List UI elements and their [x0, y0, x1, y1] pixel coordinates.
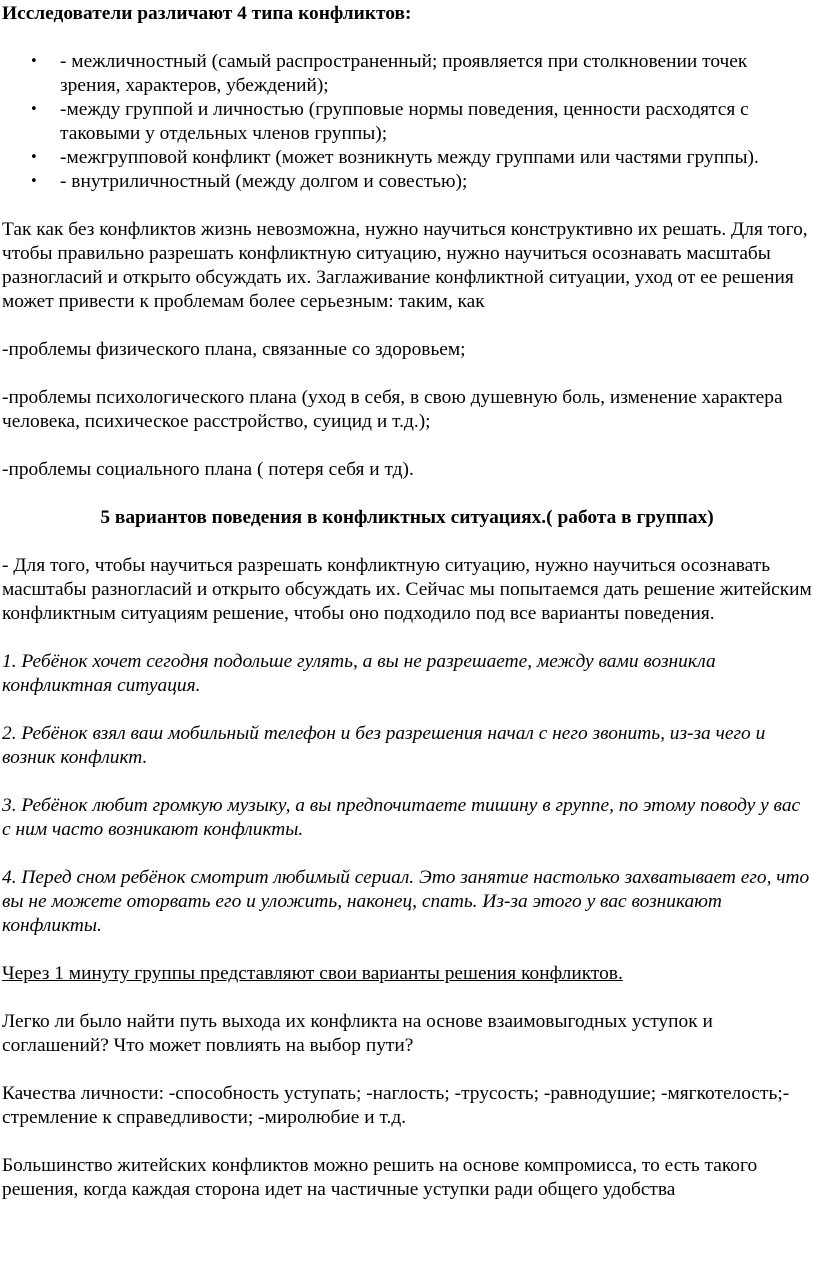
section-intro: - Для того, чтобы научиться разрешать конфликтную ситуацию, нужно научиться осознавать масштабы разногласий и открыто обсуждать их. Сейчас мы попытаемся дать решение житейским конфликтным ситуациям решение, чтобы оно подходило под все варианты поведения. [2, 555, 812, 624]
situation-3: 3. Ребёнок любит громкую музыку, а вы предпочитаете тишину в группе, по этому поводу у вас с ним часто возникают конфликты. [2, 795, 801, 840]
problem-psychological: -проблемы психологического плана (уход в себя, в свою душевную боль, изменение характера человека, психическое расстройство, суицид и т.д.); [2, 387, 783, 432]
bullet-icon: • [30, 150, 38, 165]
one-minute-note: Через 1 минуту группы представляют свои варианты решения конфликтов. [2, 963, 623, 984]
closing-paragraph: Большинство житейских конфликтов можно решить на основе компромисса, то есть такого решения, когда каждая сторона идет на частичные уступки ради общего удобства [2, 1155, 758, 1200]
conflict-types-list [2, 50, 812, 194]
personality-qualities: Качества личности: -способность уступать; -наглость; -трусость; -равнодушие; -мягкотелость;-стремление к справедливости; -миролюбие и т.д. [2, 1083, 790, 1128]
bullet-icon: • [30, 54, 38, 69]
discussion-question: Легко ли было найти путь выхода их конфликта на основе взаимовыгодных уступок и соглашений? Что может повлиять на выбор пути? [2, 1011, 713, 1056]
problem-physical: -проблемы физического плана, связанные со здоровьем; [2, 339, 466, 360]
list-item-text: - межличностный (самый распространенный; проявляется при столкновении точек зрения, характеров, убеждений); [60, 51, 748, 96]
list-item [2, 170, 812, 194]
problem-social: -проблемы социального плана ( потеря себя и тд). [2, 459, 414, 480]
section-title: 5 вариантов поведения в конфликтных ситуациях.( работа в группах) [100, 507, 714, 528]
conflict-types-heading: Исследователи различают 4 типа конфликтов: [2, 3, 412, 24]
list-item [2, 146, 812, 170]
list-item [2, 50, 812, 98]
list-item [2, 98, 812, 146]
list-item-text: -между группой и личностью (групповые нормы поведения, ценности расходятся с таковыми у отдельных членов группы); [60, 99, 749, 144]
situation-4: 4. Перед сном ребёнок смотрит любимый сериал. Это занятие настолько захватывает его, что вы не можете оторвать его и уложить, наконец, спать. Из-за этого у вас возникают конфликты. [2, 867, 810, 936]
bullet-icon: • [30, 174, 38, 189]
situation-1: 1. Ребёнок хочет сегодня подольше гулять, а вы не разрешаете, между вами возникла конфликтная ситуация. [2, 651, 716, 696]
situation-2: 2. Ребёнок взял ваш мобильный телефон и без разрешения начал с него звонить, из-за чего и возник конфликт. [2, 723, 766, 768]
list-item-text: -межгрупповой конфликт (может возникнуть между группами или частями группы). [60, 147, 759, 168]
list-item-text: - внутриличностный (между долгом и совестью); [60, 171, 468, 192]
intro-paragraph: Так как без конфликтов жизнь невозможна, нужно научиться конструктивно их решать. Для того, чтобы правильно разрешать конфликтную ситуацию, нужно научиться осознавать масштабы разногласий и открыто обсуждать их. Заглаживание конфликтной ситуации, уход от ее решения может привести к проблемам более серьезным: таким, как [2, 219, 808, 312]
document-page [2, 2, 812, 1202]
bullet-icon: • [30, 102, 38, 117]
